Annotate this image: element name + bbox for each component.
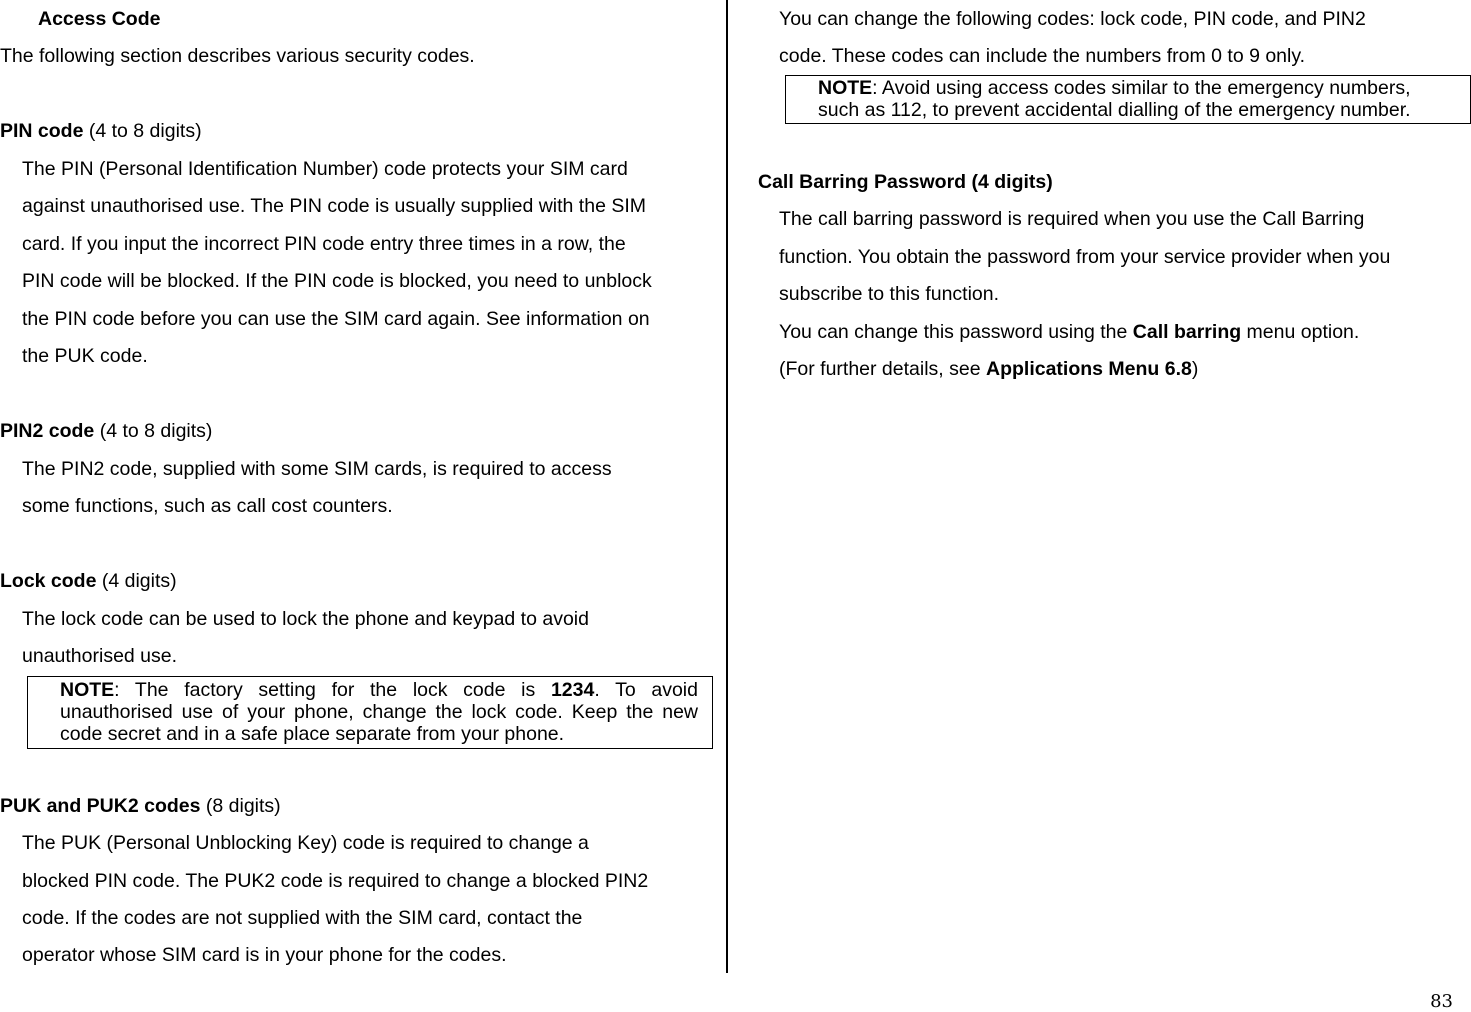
lock-note-box: [27, 676, 713, 749]
puk-line: operator whose SIM card is in your phone for the codes.: [22, 944, 507, 966]
call-barring-menu-ref: Call barring: [1132, 321, 1242, 343]
pin2-digits: (4 to 8 digits): [94, 420, 213, 442]
pin2-title: PIN2 code: [0, 420, 95, 442]
lock-line: The lock code can be used to lock the phone and keypad to avoid: [22, 608, 589, 630]
call-barring-line: subscribe to this function.: [779, 283, 1000, 305]
codes-intro-line: You can change the following codes: lock code, PIN code, and PIN2: [779, 8, 1366, 30]
puk-line: The PUK (Personal Unblocking Key) code is required to change a: [22, 832, 589, 854]
note-label: NOTE: [60, 679, 115, 701]
note-label: NOTE: [818, 77, 873, 99]
puk-line: blocked PIN code. The PUK2 code is required to change a blocked PIN2: [22, 870, 649, 892]
pin2-line: The PIN2 code, supplied with some SIM cards, is required to access: [22, 458, 612, 480]
change-suffix: menu option.: [1241, 321, 1360, 343]
pin-title: PIN code: [0, 120, 84, 142]
puk-line: code. If the codes are not supplied with the SIM card, contact the: [22, 907, 583, 929]
pin-heading: [0, 119, 202, 143]
pin-line: against unauthorised use. The PIN code is usually supplied with the SIM: [22, 195, 646, 217]
emergency-note-box: [785, 75, 1471, 124]
lock-heading: [0, 569, 177, 593]
pin-digits: (4 to 8 digits): [83, 120, 202, 142]
factory-code: 1234: [550, 679, 595, 701]
details-line: [779, 357, 1198, 381]
lock-title: Lock code: [0, 570, 97, 592]
page-number: 83: [1430, 991, 1453, 1012]
intro-text: The following section describes various security codes.: [0, 45, 475, 67]
details-prefix: (For further details, see: [779, 358, 986, 380]
note-text: : The factory setting for the lock code is: [114, 679, 551, 701]
change-password-line: [779, 320, 1359, 344]
change-prefix: You can change this password using the: [779, 321, 1133, 343]
lock-line: unauthorised use.: [22, 645, 178, 667]
call-barring-line: function. You obtain the password from your service provider when you: [779, 246, 1391, 268]
pin-line: card. If you input the incorrect PIN code entry three times in a row, the: [22, 233, 626, 255]
pin2-heading: [0, 419, 212, 443]
pin-line: the PIN code before you can use the SIM card again. See information on: [22, 308, 650, 330]
lock-digits: (4 digits): [96, 570, 177, 592]
puk-digits: (8 digits): [200, 795, 281, 817]
details-suffix: ): [1191, 358, 1199, 380]
codes-intro-line: code. These codes can include the numbers from 0 to 9 only.: [779, 45, 1306, 67]
pin-line: PIN code will be blocked. If the PIN code is blocked, you need to unblock: [22, 270, 652, 292]
call-barring-title: Call Barring Password (4 digits): [758, 171, 1053, 193]
pin2-line: some functions, such as call cost counters.: [22, 495, 393, 517]
puk-heading: [0, 794, 281, 818]
section-title: Access Code: [38, 8, 161, 30]
applications-menu-ref: Applications Menu 6.8: [986, 358, 1192, 380]
pin-line: the PUK code.: [22, 345, 148, 367]
column-divider: [726, 0, 728, 973]
note-text: . To avoid unauthorised use of your phone, change the lock code. Keep the new code secret and in a safe place separate from your phone.: [60, 679, 698, 745]
puk-title: PUK and PUK2 codes: [0, 795, 201, 817]
pin-line: The PIN (Personal Identification Number) code protects your SIM card: [22, 158, 628, 180]
note-text: : Avoid using access codes similar to the emergency numbers,: [872, 77, 1411, 99]
note-line: such as 112, to prevent accidental dialling of the emergency number.: [818, 99, 1411, 121]
note-line: [818, 77, 1464, 99]
call-barring-line: The call barring password is required when you use the Call Barring: [779, 208, 1365, 230]
